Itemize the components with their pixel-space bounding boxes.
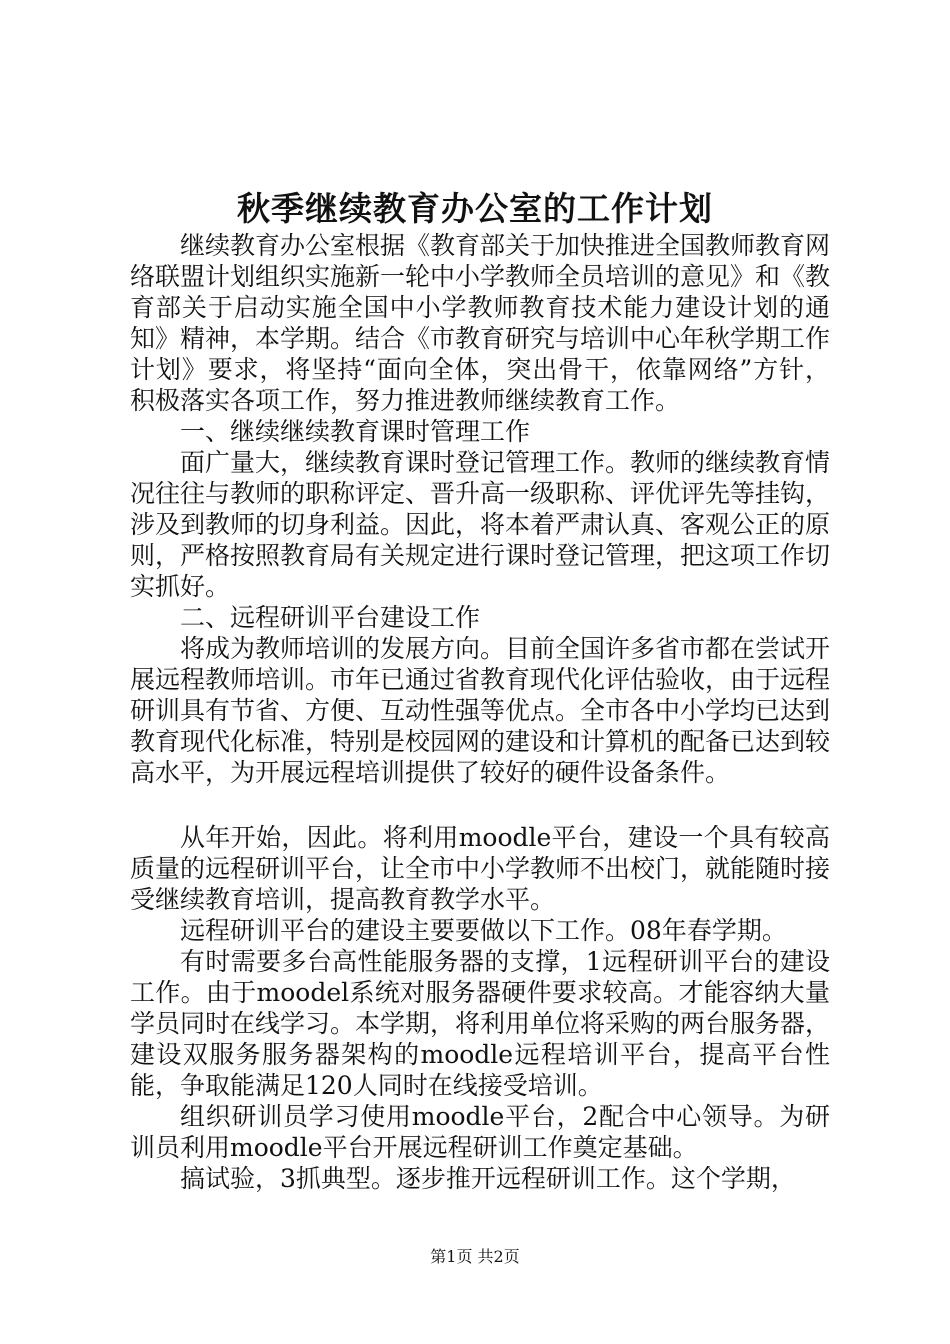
- section-heading-2: 二、远程研训平台建设工作: [180, 603, 481, 632]
- paragraph-main-work: 远程研训平台的建设主要要做以下工作。08年春学期。: [180, 916, 787, 945]
- paragraph-intro: 继续教育办公室根据《教育部关于加快推进全国教师教育网络联盟计划组织实施新一轮中小学教师全员培训的意见》和《教育部关于启动实施全国中小学教师教育技术能力建设计划的通知》精神，本学期。结合《市教育研究与培训中心年秋学期工作计划》要求，将坚持“面向全体，突出骨干，依靠网络”方针，积极落实各项工作，努力推进教师继续教育工作。: [130, 231, 831, 415]
- paragraph-servers: 有时需要多台高性能服务器的支撑，1远程研训平台的建设工作。由于moodel系统对服务器硬件要求较高。才能容纳大量学员同时在线学习。本学期，将利用单位将采购的两台服务器，建设双服务服务器架构的moodle远程培训平台，提高平台性能，争取能满足120人同时在线接受培训。: [130, 947, 831, 1100]
- paragraph-moodle-platform: 从年开始，因此。将利用moodle平台，建设一个具有较高质量的远程研训平台，让全市中小学教师不出校门，就能随时接受继续教育培训，提高教育教学水平。: [130, 823, 831, 914]
- paragraph-gap: [130, 788, 830, 822]
- document-body: [130, 230, 830, 1194]
- section-heading-1: 一、继续继续教育课时管理工作: [180, 417, 531, 446]
- paragraph-course-hours: 面广量大，继续教育课时登记管理工作。教师的继续教育情况往往与教师的职称评定、晋升高一级职称、评优评先等挂钩，涉及到教师的切身利益。因此，将本着严肃认真、客观公正的原则，严格按照教育局有关规定进行课时登记管理，把这项工作切实抓好。: [130, 448, 831, 601]
- paragraph-training-staff: 组织研训员学习使用moodle平台，2配合中心领导。为研训员利用moodle平台开展远程研训工作奠定基础。: [130, 1102, 830, 1162]
- document-title: 秋季继续教育办公室的工作计划: [237, 189, 713, 228]
- page-footer: 第1页 共2页: [430, 1247, 520, 1266]
- paragraph-remote-direction: 将成为教师培训的发展方向。目前全国许多省市都在尝试开展远程教师培训。市年已通过省教育现代化评估验收，由于远程研训具有节省、方便、互动性强等优点。全市各中小学均已达到教育现代化标准，特别是校园网的建设和计算机的配备已达到较高水平，为开展远程培训提供了较好的硬件设备条件。: [130, 634, 831, 787]
- paragraph-pilot: 搞试验，3抓典型。逐步推开远程研训工作。这个学期，: [180, 1164, 796, 1193]
